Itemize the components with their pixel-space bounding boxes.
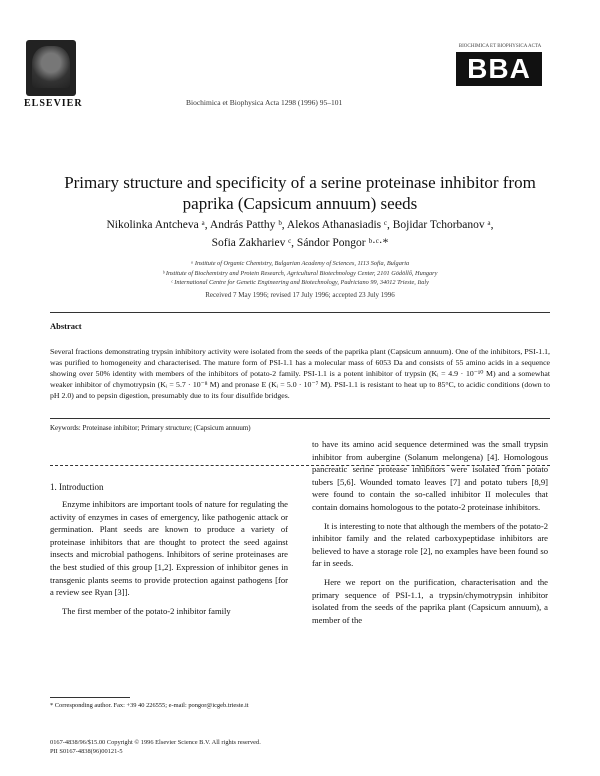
left-column <box>50 498 288 623</box>
publisher-name: ELSEVIER <box>24 98 83 109</box>
authors <box>60 216 540 252</box>
received-dates: Received 7 May 1996; revised 17 July 1996; accepted 23 July 1996 <box>205 291 395 299</box>
corresponding-author-footnote: * Corresponding author. Fax: +39 40 226555; e-mail: pongor@icgeb.trieste.it <box>50 702 249 709</box>
copyright <box>50 738 550 756</box>
paragraph: The first member of the potato-2 inhibitor family <box>62 605 231 616</box>
affiliation-c: ᶜ International Centre for Genetic Engineering and Biotechnology, Padriciano 99, 34012 Trieste, Italy <box>171 279 429 286</box>
abstract-heading: Abstract <box>50 321 82 331</box>
copyright-line: 0167-4838/96/$15.00 Copyright © 1996 Elsevier Science B.V. All rights reserved. <box>50 739 261 746</box>
elsevier-tree-logo <box>26 40 76 96</box>
paragraph: It is interesting to note that although the members of the potato-2 inhibitor family and the related carboxypeptidase inhibitors are believed to have a storage role [2], no examples have been found so far in seeds. <box>312 520 548 569</box>
affiliation-b: ᵇ Institute of Biochemistry and Protein Research, Agricultural Biotechnology Center, 2101 Gödöllő, Hungary <box>162 269 438 277</box>
divider-top <box>50 312 550 313</box>
right-column <box>312 438 548 632</box>
authors-line-2: Sofia Zakhariev ᶜ, Sándor Pongor ᵇ·ᶜ·* <box>211 237 389 249</box>
paragraph: to have its amino acid sequence determined was the small trypsin inhibitor from aubergine (Solanum melongena) [4]. Homologous pancreatic serine protease inhibitors were isolated from potato tubers [5,6]. Wounded tomato leaves [7] and potato tubers [8,9] were found to contain the so-called inhibitor II molecules that contain domains homologous to the potato-2 proteinase inhibitors. <box>312 439 548 512</box>
keywords: Keywords: Proteinase inhibitor; Primary structure; (Capsicum annuum) <box>50 424 251 432</box>
abstract-text: Several fractions demonstrating trypsin inhibitory activity were isolated from the seeds of the paprika plant (Capsicum annuum). One of the inhibitors, PSI-1.1, was purified to homogeneity and characterised. The mature form of PSI-1.1 has a molecular mass of 6053 Da and consists of 55 amino acids in a sequence showing over 50% identity with members of the inhibitors of potato-2 family. PSI-1.1 is a potent inhibitor of trypsin (Kᵢ = 4.9 · 10⁻¹⁰ M) and a somewhat weaker inhibitor of chymotrypsin (Kᵢ = 5.7 · 10⁻⁸ M) and pronase E (Kᵢ = 5.0 · 10⁻⁷ M). PSI-1.1 is resistant to heat up to 85°C, to acidic conditions (down to pH 2.0) and to pepsin digestion, presumably due to its four disulfide bridges. <box>50 347 550 400</box>
affiliations <box>70 259 530 288</box>
footnote-rule <box>50 697 130 698</box>
bba-logo-subtitle: BIOCHIMICA ET BIOPHYSICA ACTA <box>458 44 542 49</box>
bba-logo: BBA <box>456 52 542 86</box>
authors-line-1: Nikolinka Antcheva ᵃ, András Patthy ᵇ, Alekos Athanasiadis ᶜ, Bojidar Tchorbanov ᵃ, <box>106 219 494 231</box>
pii-line: PII S0167-4838(96)00121-5 <box>50 748 123 755</box>
journal-citation: Biochimica et Biophysica Acta 1298 (1996) 95–101 <box>186 98 343 107</box>
divider-abstract <box>50 418 550 419</box>
paragraph: Enzyme inhibitors are important tools of nature for regulating the activity of enzymes in cases of emergency, like pathogenic attack or germination. Plant seeds are known to produce a variety of proteinase inhibitors that are thought to protect the seed against insects and microbial pathogens. Inhibitors of serine proteinases are the best studied of this group [1,2]. Expression of inhibitor genes in transgenic plants seems to provide protection against pathogens [for a review see Ryan [3]]. <box>50 499 288 598</box>
section-heading-introduction: 1. Introduction <box>50 482 104 492</box>
affiliation-a: ᵃ Institute of Organic Chemistry, Bulgarian Academy of Sciences, 1113 Sofia, Bulgaria <box>190 260 410 267</box>
paragraph: Here we report on the purification, characterisation and the primary sequence of PSI-1.1, a trypsin/chymotrypsin inhibitor isolated from the seeds of the paprika plant (Capsicum annuum), a member of the <box>312 576 548 625</box>
paper-title: Primary structure and specificity of a serine proteinase inhibitor from paprika (Capsicum annuum) seeds <box>64 173 536 213</box>
